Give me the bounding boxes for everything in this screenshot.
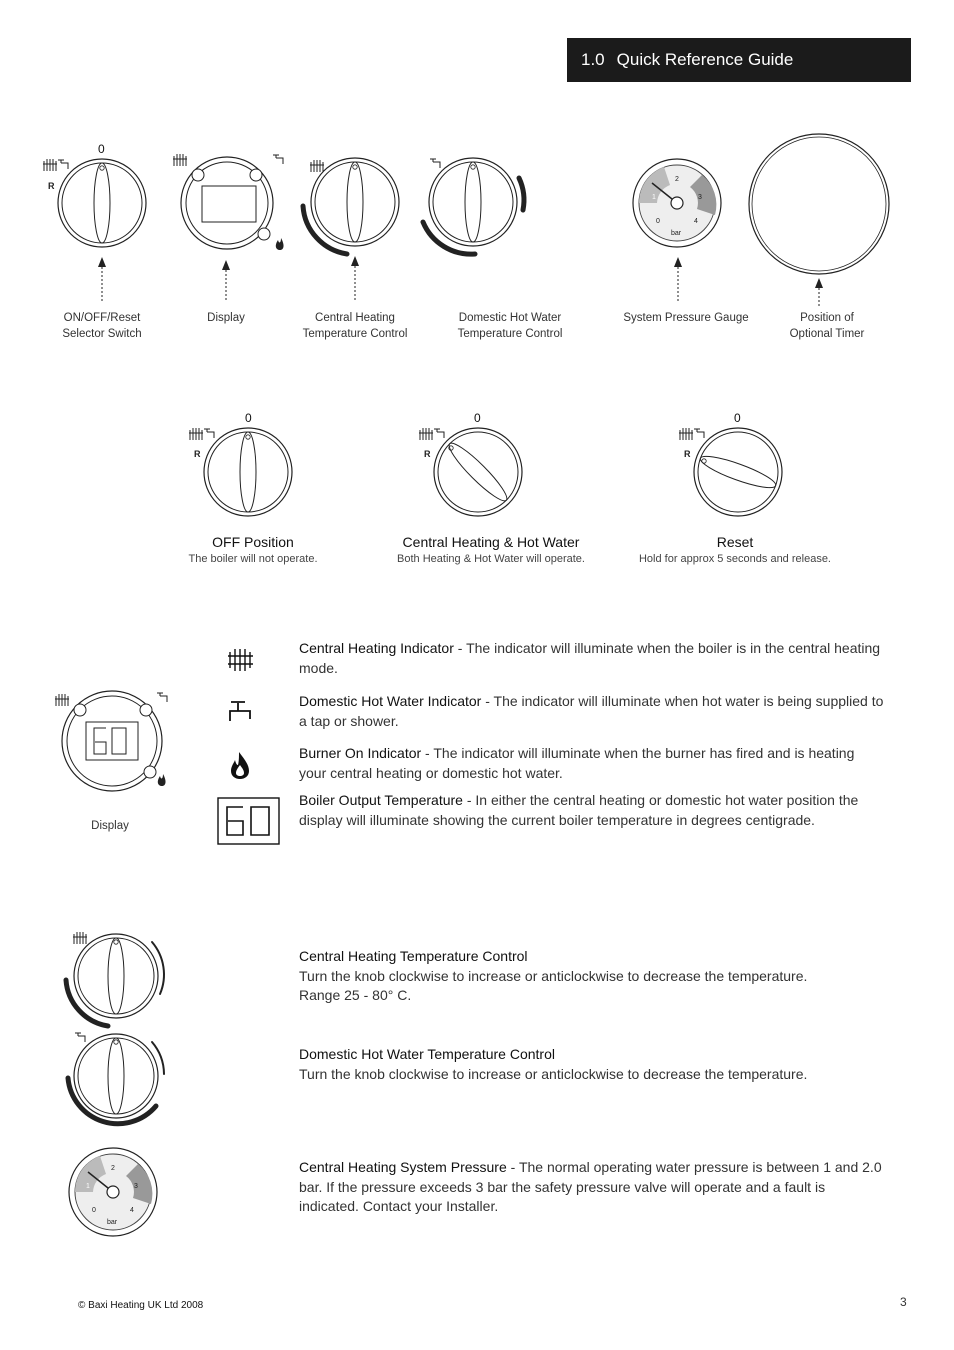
- selector-switch-diagram: [40, 155, 160, 315]
- page-number: 3: [900, 1295, 907, 1309]
- position-chhw-desc: Both Heating & Hot Water will operate.: [397, 553, 585, 565]
- digital-display-icon: [217, 797, 281, 847]
- indicator-temperature-text: Boiler Output Temperature - In either the central heating or domestic hot water position the display will illuminate showing the current boiler temperature in degrees centigrade.: [299, 792, 859, 828]
- indicator-burner-text: Burner On Indicator - The indicator will illuminate when the burner has fired and is heating your central heating or domestic hot water.: [299, 745, 855, 781]
- radiator-icon: [226, 646, 258, 674]
- svg-text:R: R: [424, 449, 431, 459]
- tap-icon: [226, 697, 256, 725]
- radiator-icon: [173, 154, 187, 166]
- caption-ch-control: Central Heating Temperature Control: [302, 312, 408, 340]
- timer-position-diagram: [745, 132, 895, 312]
- section-title: Quick Reference Guide: [616, 50, 794, 69]
- svg-text:R: R: [194, 449, 201, 459]
- footer-copyright: © Baxi Heating UK Ltd 2008: [78, 1300, 204, 1311]
- position-off-zero: 0: [245, 411, 252, 425]
- svg-text:bar: bar: [671, 230, 682, 237]
- digit-60: [94, 728, 126, 754]
- position-reset-diagram: [676, 424, 796, 534]
- svg-text:0: 0: [656, 218, 660, 225]
- position-chhw-title: Central Heating & Hot Water: [402, 534, 580, 550]
- zero-label: 0: [98, 142, 105, 156]
- radiator-icon: [310, 160, 324, 172]
- caption-display: Display: [207, 312, 245, 324]
- indicator-ch-text: Central Heating Indicator - The indicator will illuminate when the boiler is in the central heating mode.: [299, 640, 881, 676]
- svg-text:4: 4: [694, 218, 698, 225]
- display-diagram: [170, 150, 290, 310]
- section-header: [567, 38, 911, 82]
- ch-temp-control-text: Central Heating Temperature Control Turn the knob clockwise to increase or anticlockwise to decrease the temperature. Range 25 - 80° C.: [299, 948, 808, 1003]
- section-number: 1.0: [581, 50, 605, 69]
- svg-text:3: 3: [698, 194, 702, 201]
- svg-text:1: 1: [652, 194, 656, 201]
- position-reset-zero: 0: [734, 411, 741, 425]
- svg-text:bar: bar: [107, 1219, 118, 1226]
- position-off-title: OFF Position: [212, 534, 294, 550]
- tap-icon: [75, 1033, 85, 1042]
- svg-text:1: 1: [86, 1183, 90, 1190]
- flame-icon: [158, 774, 166, 786]
- position-reset-title: Reset: [716, 534, 754, 550]
- dhw-knob-detail: [60, 1026, 170, 1126]
- flame-icon: [276, 238, 284, 250]
- caption-dhw-control: Domestic Hot Water Temperature Control: [457, 312, 563, 340]
- position-chhw-zero: 0: [474, 411, 481, 425]
- svg-text:3: 3: [134, 1183, 138, 1190]
- pressure-text: Central Heating System Pressure - The normal operating water pressure is between 1 and 2.0 bar. If the pressure exceeds 3 bar the safety pressure valve will operate and a fault is indicated. Contact your Installer.: [299, 1159, 882, 1214]
- position-off-desc: The boiler will not operate.: [188, 553, 318, 565]
- svg-text:R: R: [684, 449, 691, 459]
- svg-text:2: 2: [111, 1165, 115, 1172]
- display-detail-diagram: [50, 686, 180, 806]
- dhw-temp-control-text: Domestic Hot Water Temperature Control Turn the knob clockwise to increase or anticlockwise to decrease the temperature.: [299, 1046, 808, 1082]
- radiator-icon: [73, 932, 87, 944]
- position-off-diagram: [186, 424, 306, 534]
- svg-text:0: 0: [92, 1207, 96, 1214]
- ch-knob-diagram: [295, 150, 415, 310]
- flame-icon: [229, 750, 251, 780]
- tap-icon: [157, 693, 167, 702]
- position-reset-desc: Hold for approx 5 seconds and release.: [638, 553, 831, 565]
- position-chhw-diagram: [416, 424, 536, 534]
- dhw-knob-diagram: [415, 150, 535, 310]
- caption-pressure-gauge: System Pressure Gauge: [623, 312, 749, 324]
- caption-selector: ON/OFF/Reset Selector Switch: [62, 312, 142, 340]
- pressure-gauge-diagram: [630, 155, 730, 315]
- radiator-icon: [55, 694, 69, 706]
- display-detail-caption: Display: [91, 820, 129, 832]
- pressure-gauge-detail: [66, 1148, 166, 1248]
- tap-icon: [273, 155, 283, 164]
- indicator-dhw-text: Domestic Hot Water Indicator - The indicator will illuminate when hot water is being supplied to a tap or shower.: [299, 693, 884, 729]
- ch-knob-detail: [60, 928, 170, 1028]
- r-label: R: [48, 181, 55, 191]
- svg-text:2: 2: [675, 176, 679, 183]
- caption-timer: Position of Optional Timer: [789, 312, 865, 340]
- svg-text:4: 4: [130, 1207, 134, 1214]
- radiator-tap-icon: [43, 159, 68, 171]
- tap-icon: [430, 159, 440, 168]
